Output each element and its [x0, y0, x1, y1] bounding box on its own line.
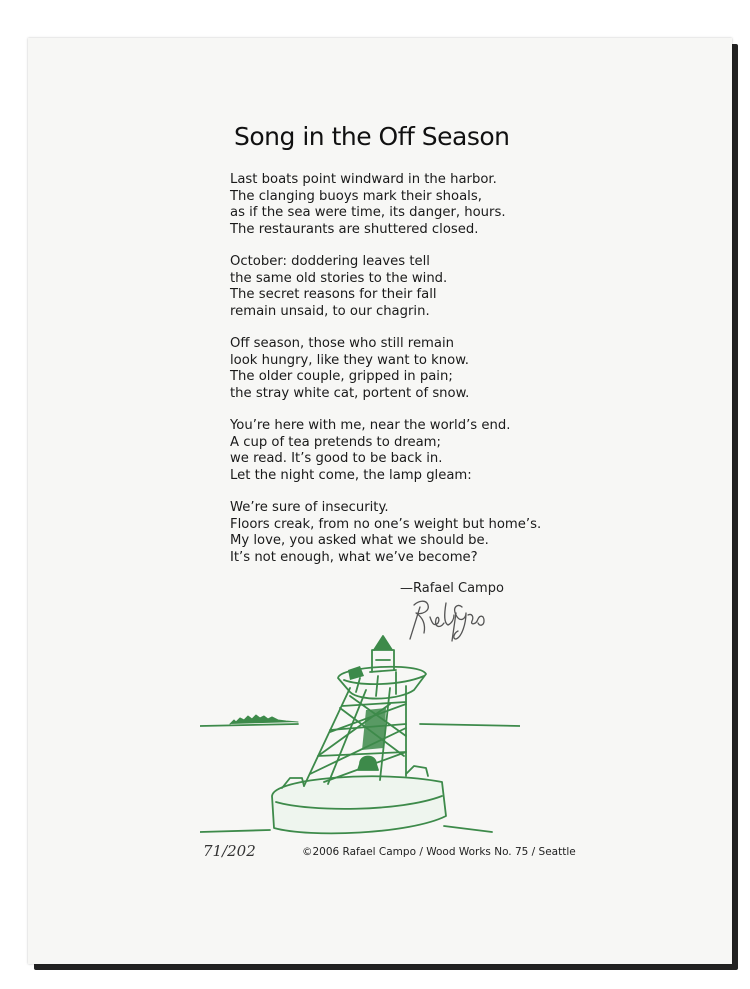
poem-line: Let the night come, the lamp gleam:	[230, 467, 472, 483]
poem-line: It’s not enough, what we’ve become?	[230, 549, 478, 565]
broadside-sheet	[28, 38, 732, 964]
poem-line: Floors creak, from no one’s weight but home’s.	[230, 516, 542, 532]
poem-line: the same old stories to the wind.	[230, 270, 448, 286]
poem-line: The secret reasons for their fall	[230, 287, 437, 302]
poem-line: My love, you asked what we should be.	[230, 533, 489, 548]
poem-line: Off season, those who still remain	[230, 336, 455, 351]
poem-line: We’re sure of insecurity.	[230, 500, 389, 515]
poem-line: remain unsaid, to our chagrin.	[230, 303, 430, 319]
poem-line: Last boats point windward in the harbor.	[230, 172, 497, 187]
poem-line: The older couple, gripped in pain;	[230, 369, 453, 384]
poem-line: You’re here with me, near the world’s end.	[230, 418, 511, 433]
poem-line: October: doddering leaves tell	[230, 254, 430, 269]
buoy-illustration	[200, 606, 520, 836]
poem-line: The clanging buoys mark their shoals,	[230, 188, 482, 204]
poem-title: Song in the Off Season	[234, 122, 510, 151]
poem-line: The restaurants are shuttered closed.	[230, 221, 479, 237]
edition-number: 71/202	[203, 842, 256, 860]
poem-line: look hungry, like they want to know.	[230, 352, 469, 368]
poem-line: the stray white cat, portent of snow.	[230, 385, 470, 401]
stanza-1	[230, 172, 570, 238]
stanza-3	[230, 336, 570, 402]
poem-line: A cup of tea pretends to dream;	[230, 434, 441, 450]
author-attribution: —Rafael Campo	[400, 581, 504, 596]
poem-body	[230, 172, 570, 582]
poem-line: as if the sea were time, its danger, hours.	[230, 205, 506, 220]
colophon: ©2006 Rafael Campo / Wood Works No. 75 / Seattle	[302, 846, 576, 858]
stanza-2	[230, 254, 570, 320]
stanza-5	[230, 500, 570, 566]
poem-line: we read. It’s good to be back in.	[230, 451, 443, 466]
stanza-4	[230, 418, 570, 484]
